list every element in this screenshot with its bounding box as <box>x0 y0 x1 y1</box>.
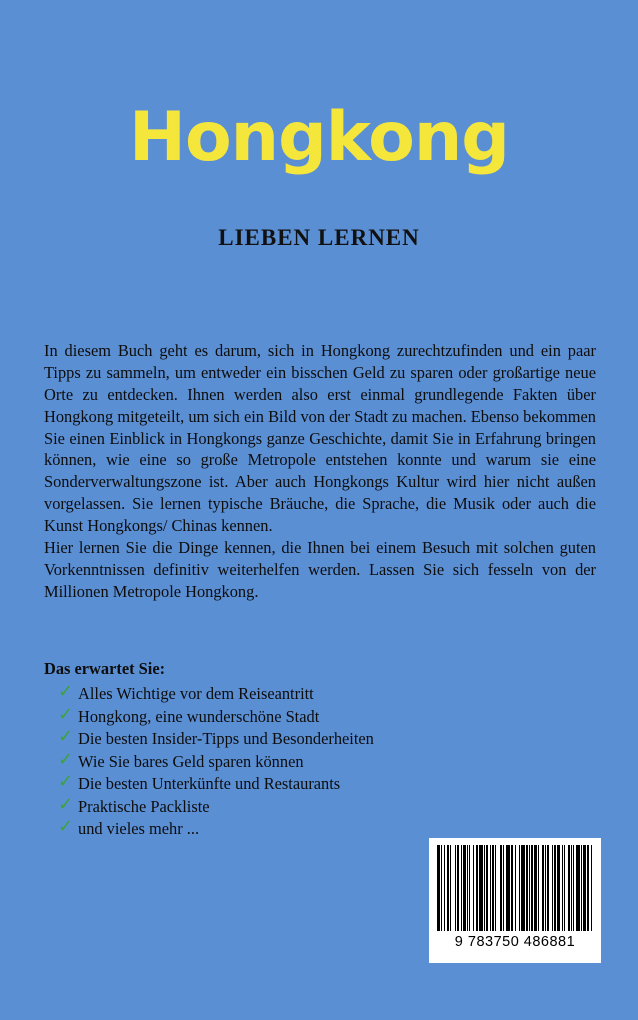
check-icon: ✓ <box>58 726 74 747</box>
barcode <box>429 838 601 963</box>
list-item-label: Praktische Packliste <box>78 796 210 816</box>
book-subtitle: LIEBEN LERNEN <box>218 225 420 250</box>
list-item <box>58 793 578 819</box>
check-icon: ✓ <box>58 703 74 725</box>
check-icon: ✓ <box>58 748 74 770</box>
check-icon: ✓ <box>58 793 74 815</box>
list-item <box>58 728 578 751</box>
list-item-label: und vieles mehr ... <box>78 819 200 838</box>
book-title: Hongkong <box>129 98 509 177</box>
barcode-bar <box>592 845 593 931</box>
feature-list <box>58 683 578 841</box>
list-item-label: Die besten Insider-Tipps und Besonderheiten <box>78 729 374 748</box>
barcode-digits: 9 783750 486881 <box>454 934 576 950</box>
blurb-paragraph-2: Hier lernen Sie die Dinge kennen, die Ihnen bei einem Besuch mit solchen guten Vorkenntnissen definitiv weiterhelfen werden. Lassen Sie sich fesseln von der Millionen Metropole Hongkong. <box>44 538 596 601</box>
barcode-bars <box>437 845 593 931</box>
check-icon: ✓ <box>58 816 74 837</box>
check-icon: ✓ <box>58 681 74 702</box>
list-item-label: Die besten Unterkünfte und Restaurants <box>78 774 341 793</box>
blurb-paragraph-1: In diesem Buch geht es darum, sich in Hongkong zurechtzufinden und ein paar Tipps zu sammeln, um entweder ein bisschen Geld zu sparen oder großartige neue Orte zu entdecken. Ihnen werden also erst einmal grundlegende Fakten über Hongkong mitgeteilt, um sich ein Bild von der Stadt zu machen. Ebenso bekommen Sie einen Einblick in Hongkongs ganze Geschichte, damit Sie in Erfahrung bringen können, wie eine so große Metropole entstehen konnte und warum sie eine Sonderverwaltungszone ist. Aber auch Hongkongs Kultur wird hier nicht außen vorgelassen. Sie lernen typische Bräuche, die Sprache, die Musik oder auch die Kunst Hongkongs/ Chinas kennen. <box>44 341 596 536</box>
list-item <box>58 773 578 796</box>
list-item-label: Wie Sie bares Geld sparen können <box>78 751 304 771</box>
expect-heading: Das erwartet Sie: <box>44 659 166 678</box>
list-item <box>58 683 578 706</box>
list-item-label: Alles Wichtige vor dem Reiseantritt <box>78 684 314 703</box>
list-item-label: Hongkong, eine wunderschöne Stadt <box>78 706 320 726</box>
check-icon: ✓ <box>58 771 74 792</box>
list-item <box>58 748 578 774</box>
blurb-text <box>44 340 596 603</box>
list-item <box>58 703 578 729</box>
